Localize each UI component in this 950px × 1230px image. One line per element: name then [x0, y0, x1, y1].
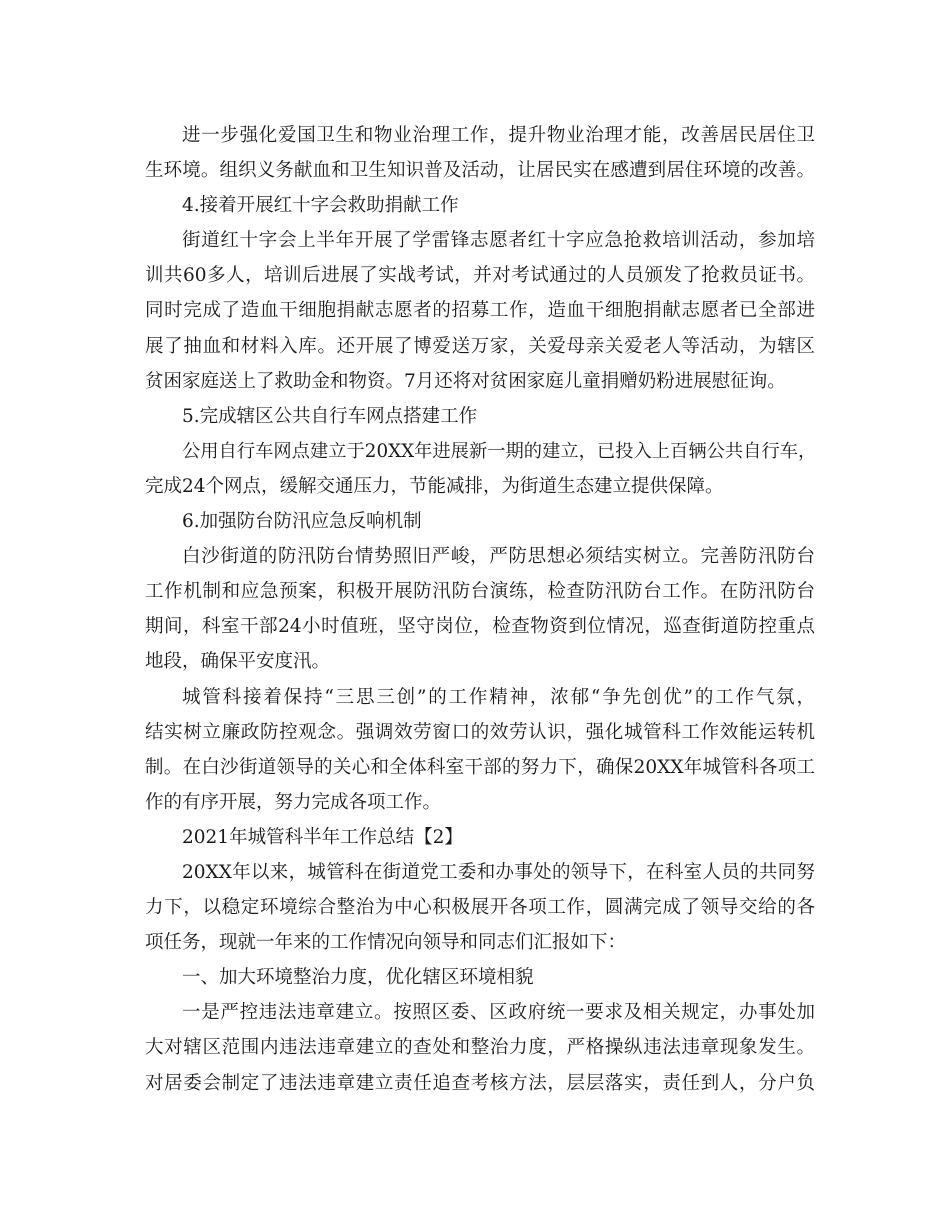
text-line: 一、加大环境整治力度，优化辖区环境相貌 — [182, 967, 534, 989]
text-line: 项任务，现就一年来的工作情况向领导和同志们汇报如下： — [145, 932, 627, 954]
text-line: 一是严控违法违章建立。按照区委、区政府统一要求及相关规定，办事处加 — [182, 1002, 815, 1024]
text-line: 生环境。组织义务献血和卫生知识普及活动，让居民实在感遭到居住环境的改善。 — [145, 160, 815, 182]
document-body — [145, 118, 815, 1101]
text-line: 制。在白沙街道领导的关心和全体科室干部的努力下，确保20XX年城管科各项工 — [145, 756, 815, 778]
text-line: 完成24个网点，缓解交通压力，节能减排，为街道生态建立提供保障。 — [145, 475, 724, 497]
text-line: 对居委会制定了违法违章建立责任追查考核方法，层层落实，责任到人，分户负 — [145, 1072, 815, 1094]
text-line: 街道红十字会上半年开展了学雷锋志愿者红十字应急抢救培训活动，参加培 — [182, 230, 815, 252]
text-line: 5.完成辖区公共自行车网点搭建工作 — [182, 405, 478, 427]
text-line: 展了抽血和材料入库。还开展了博爱送万家，关爱母亲关爱老人等活动，为辖区 — [145, 335, 815, 357]
text-line: 贫困家庭送上了救助金和物资。7月还将对贫困家庭儿童捐赠奶粉进展慰征询。 — [145, 370, 786, 392]
text-line: 白沙街道的防汛防台情势照旧严峻，严防思想必须结实树立。完善防汛防台 — [182, 546, 815, 568]
text-line: 地段，确保平安度汛。 — [145, 651, 331, 673]
text-line: 20XX年以来，城管科在街道党工委和办事处的领导下，在科室人员的共同努 — [182, 861, 815, 883]
text-line: 力下，以稳定环境综合整治为中心积极展开各项工作，圆满完成了领导交给的各 — [145, 897, 815, 919]
text-line: 2021年城管科半年工作总结【2】 — [182, 826, 463, 848]
text-line: 4.接着开展红十字会救助捐献工作 — [182, 195, 459, 217]
text-line: 期间，科室干部24小时值班，坚守岗位，检查物资到位情况，巡查街道防控重点 — [145, 616, 815, 638]
text-line: 作的有序开展，努力完成各项工作。 — [145, 791, 442, 813]
text-line: 6.加强防台防汛应急反响机制 — [182, 511, 422, 533]
text-line: 城管科接着保持“三思三创”的工作精神，浓郁“争先创优”的工作气氛， — [182, 686, 815, 708]
text-line: 进一步强化爱国卫生和物业治理工作，提升物业治理才能，改善居民居住卫 — [182, 125, 815, 146]
text-line: 大对辖区范围内违法违章建立的查处和整治力度，严格操纵违法违章现象发生。 — [145, 1037, 815, 1059]
text-line: 同时完成了造血干细胞捐献志愿者的招募工作，造血干细胞捐献志愿者已全部进 — [145, 300, 815, 322]
text-line: 公用自行车网点建立于20XX年进展新一期的建立，已投入上百辆公共自行车， — [182, 440, 817, 462]
text-line: 训共60多人，培训后进展了实战考试，并对考试通过的人员颁发了抢救员证书。 — [145, 265, 815, 287]
text-line: 工作机制和应急预案，积极开展防汛防台演练，检查防汛防台工作。在防汛防台 — [145, 581, 815, 603]
text-line: 结实树立廉政防控观念。强调效劳窗口的效劳认识，强化城管科工作效能运转机 — [145, 721, 815, 743]
